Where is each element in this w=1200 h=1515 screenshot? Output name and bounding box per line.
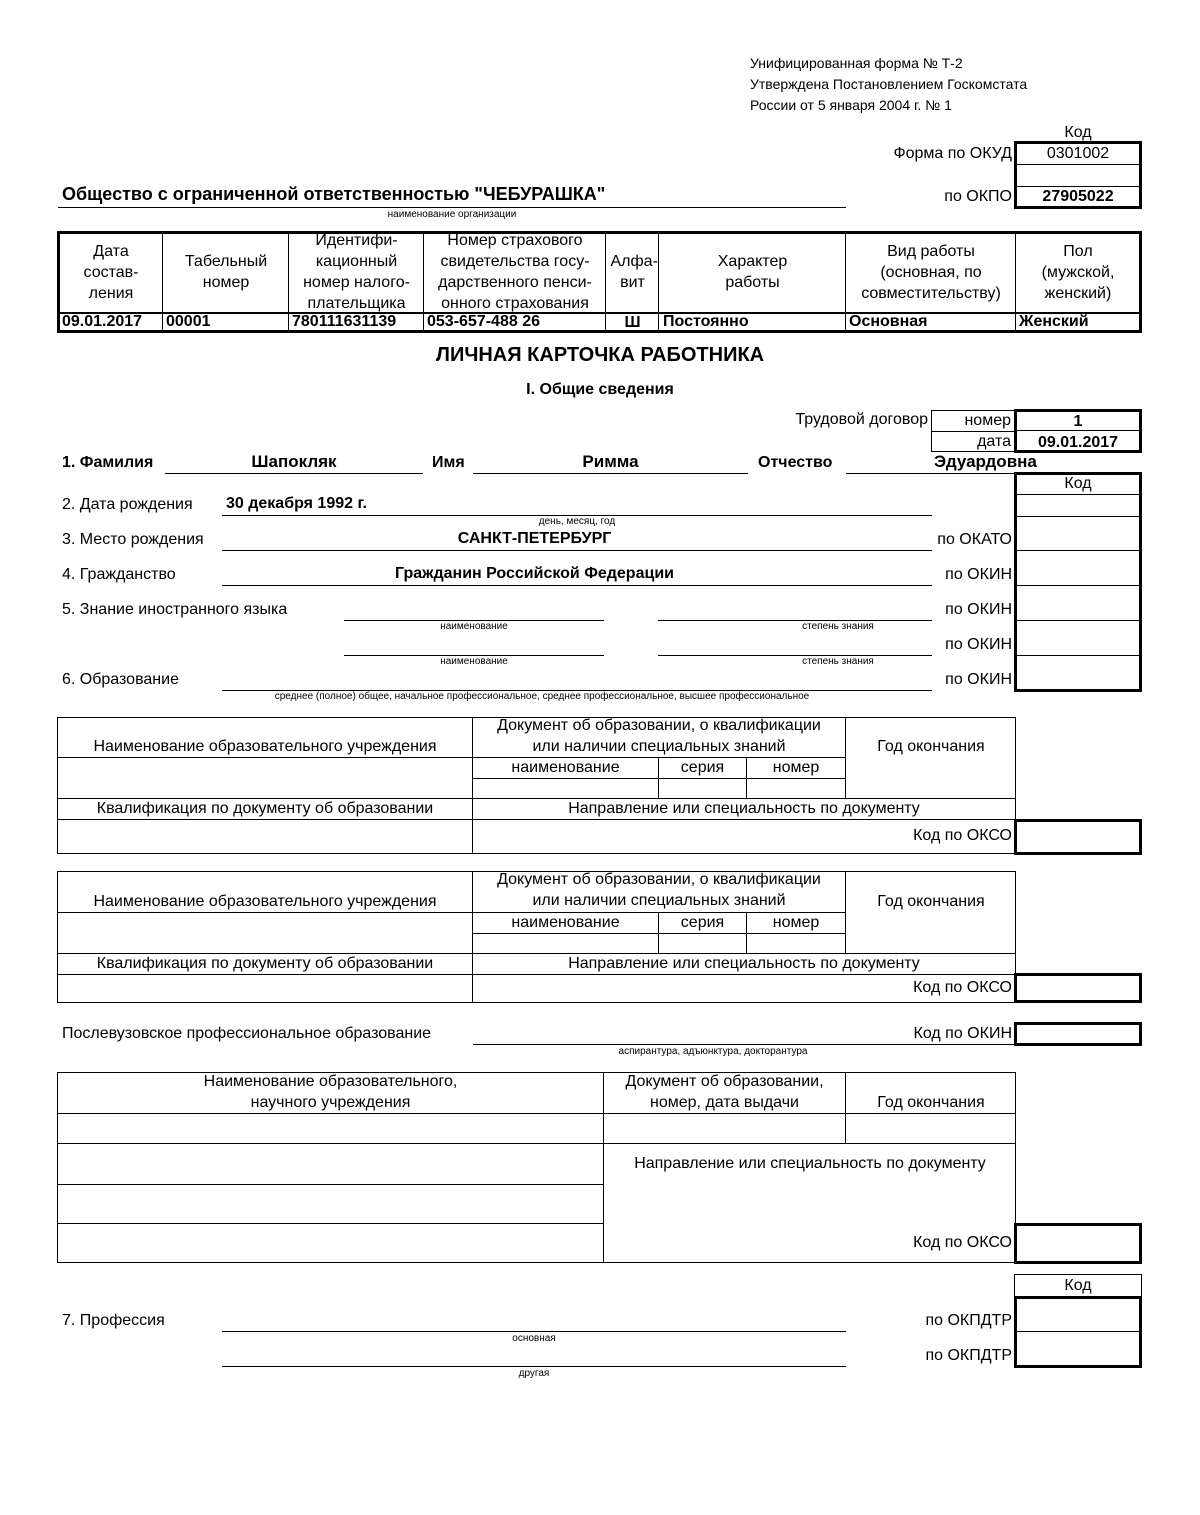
edu1-institution-header: Наименование образовательного учреждения (93, 738, 437, 755)
okud-label: Форма по ОКУД (893, 145, 1012, 162)
fields-codes-box (1014, 472, 1142, 692)
edu1-doc-name-header: наименование (511, 759, 620, 776)
edu1-direction-header: Направление или специальность по документу (568, 800, 920, 817)
form-number: Унифицированная форма № Т-2 (750, 55, 963, 71)
header-work-character: Характер работы (717, 253, 788, 291)
page-title: ЛИЧНАЯ КАРТОЧКА РАБОТНИКА (435, 344, 765, 366)
postgrad-institution-header-1: Наименование образовательного, (203, 1073, 458, 1090)
okin-label-citizenship: по ОКИН (945, 566, 1012, 583)
edu2-doc-name-header: наименование (511, 914, 620, 931)
citizenship-label: 4. Гражданство (62, 566, 176, 583)
header-tab-number: Табельный номер (184, 253, 268, 291)
okpo-label: по ОКПО (944, 188, 1012, 205)
value-work-type[interactable]: Основная (849, 313, 928, 330)
birthplace-value[interactable]: САНКТ-ПЕТЕРБУРГ (457, 530, 612, 547)
birth-label: 2. Дата рождения (62, 496, 193, 513)
value-snils[interactable]: 053-657-488 26 (427, 313, 540, 330)
birthplace-label: 3. Место рождения (62, 531, 204, 548)
edu2-number-header: номер (772, 914, 820, 931)
okpdtr-label-main: по ОКПДТР (925, 1312, 1012, 1329)
language-name-caption-1: наименование (440, 621, 508, 632)
name-label: Имя (432, 454, 465, 471)
education-caption: среднее (полное) общее, начальное профессиональное, среднее профессиональное, высшее профессиональное (274, 691, 810, 702)
contract-number-value[interactable]: 1 (1073, 412, 1083, 430)
patronymic-value[interactable]: Эдуардовна (934, 452, 1037, 471)
section-title: I. Общие сведения (526, 381, 674, 398)
contract-number-label: номер (964, 412, 1011, 429)
language-label: 5. Знание иностранного языка (62, 601, 288, 618)
surname-value[interactable]: Шапокляк (251, 452, 337, 471)
edu1-okso-box[interactable] (1014, 819, 1142, 855)
profession-kod-label: Код (1064, 1277, 1092, 1294)
edu1-document-header-2: или наличии специальных знаний (532, 738, 786, 755)
edu1-year-header: Год окончания (877, 738, 985, 755)
organization-name[interactable]: Общество с ограниченной ответственностью "ЧЕБУРАШКА" (62, 184, 606, 204)
value-gender[interactable]: Женский (1019, 313, 1089, 330)
header-gender: Пол (мужской, женский) (1041, 242, 1115, 302)
citizenship-value[interactable]: Гражданин Российской Федерации (395, 565, 674, 582)
okin-label-education: по ОКИН (945, 671, 1012, 688)
okato-label: по ОКАТО (937, 531, 1012, 548)
edu2-document-header-2: или наличии специальных знаний (532, 892, 786, 909)
form-approval-date: России от 5 января 2004 г. № 1 (750, 97, 952, 113)
profession-other-caption: другая (518, 1368, 550, 1379)
header-date: Дата состав- ления (83, 242, 139, 302)
organization-caption: наименование организации (387, 209, 517, 220)
edu1-number-header: номер (772, 759, 820, 776)
postgrad-institution-header-2: научного учреждения (250, 1094, 411, 1111)
okin-label-language-1: по ОКИН (945, 601, 1012, 618)
profession-main-caption: основная (512, 1333, 556, 1344)
postgrad-direction-header: Направление или специальность по документу (634, 1155, 986, 1172)
okin-label-language-2: по ОКИН (945, 636, 1012, 653)
patronymic-label: Отчество (758, 454, 833, 471)
postgrad-label: Послевузовское профессиональное образование (62, 1025, 432, 1042)
value-tab-number[interactable]: 00001 (166, 313, 211, 330)
okud-value[interactable]: 0301002 (1046, 145, 1110, 162)
value-alphabet[interactable]: Ш (624, 313, 641, 331)
form-approval: Утверждена Постановлением Госкомстата (750, 76, 1028, 92)
edu2-series-header: серия (680, 914, 725, 931)
birth-caption: день, месяц, год (538, 516, 616, 527)
language-degree-caption-1: степень знания (802, 621, 874, 632)
fields-kod-label: Код (1064, 475, 1092, 492)
value-date[interactable]: 09.01.2017 (62, 313, 143, 330)
surname-label: 1. Фамилия (62, 454, 154, 471)
language-degree-caption-2: степень знания (802, 656, 874, 667)
postgrad-okin-label: Код по ОКИН (913, 1025, 1012, 1042)
edu2-qualification-header: Квалификация по документу об образовании (96, 955, 434, 972)
value-inn[interactable]: 780111631139 (292, 313, 397, 330)
edu1-series-header: серия (680, 759, 725, 776)
value-work-character[interactable]: Постоянно (663, 313, 749, 330)
edu2-direction-header: Направление или специальность по документу (568, 955, 920, 972)
postgrad-year-header: Год окончания (877, 1094, 985, 1111)
postgrad-okso-label: Код по ОКСО (913, 1234, 1012, 1251)
header-snils: Номер страхового свидетельства госу- дарственного пенси- онного страхования (438, 232, 592, 312)
edu1-okso-label: Код по ОКСО (913, 827, 1012, 844)
edu1-qualification-header: Квалификация по документу об образовании (96, 800, 434, 817)
header-alphabet: Алфа- вит (610, 253, 658, 291)
postgrad-document-header-1: Документ об образовании, (625, 1073, 824, 1090)
postgrad-document-header-2: номер, дата выдачи (650, 1094, 799, 1111)
postgrad-okin-box[interactable] (1014, 1022, 1142, 1046)
header-work-type: Вид работы (основная, по совместительству) (861, 242, 1001, 302)
postgrad-okso-box[interactable] (1014, 1223, 1142, 1264)
birth-value[interactable]: 30 декабря 1992 г. (226, 495, 367, 512)
profession-label: 7. Профессия (62, 1312, 165, 1329)
edu2-institution-header: Наименование образовательного учреждения (93, 893, 437, 910)
profession-codes-box (1014, 1296, 1142, 1368)
education-label: 6. Образование (62, 671, 179, 688)
name-value[interactable]: Римма (582, 452, 639, 471)
contract-date-label: дата (977, 433, 1011, 450)
okpo-value[interactable]: 27905022 (1042, 188, 1114, 205)
edu2-okso-label: Код по ОКСО (913, 979, 1012, 996)
contract-date-value[interactable]: 09.01.2017 (1037, 433, 1119, 451)
edu2-year-header: Год окончания (877, 893, 985, 910)
okpdtr-label-other: по ОКПДТР (925, 1347, 1012, 1364)
edu2-document-header-1: Документ об образовании, о квалификации (497, 871, 821, 888)
postgrad-caption: аспирантура, адъюнктура, докторантура (618, 1046, 808, 1057)
kod-label: Код (1064, 124, 1092, 141)
header-inn: Идентифи- кационный номер налого- плательщика (303, 232, 410, 312)
contract-label: Трудовой договор (795, 411, 928, 428)
edu2-okso-box[interactable] (1014, 973, 1142, 1003)
language-name-caption-2: наименование (440, 656, 508, 667)
edu1-document-header-1: Документ об образовании, о квалификации (497, 717, 821, 734)
